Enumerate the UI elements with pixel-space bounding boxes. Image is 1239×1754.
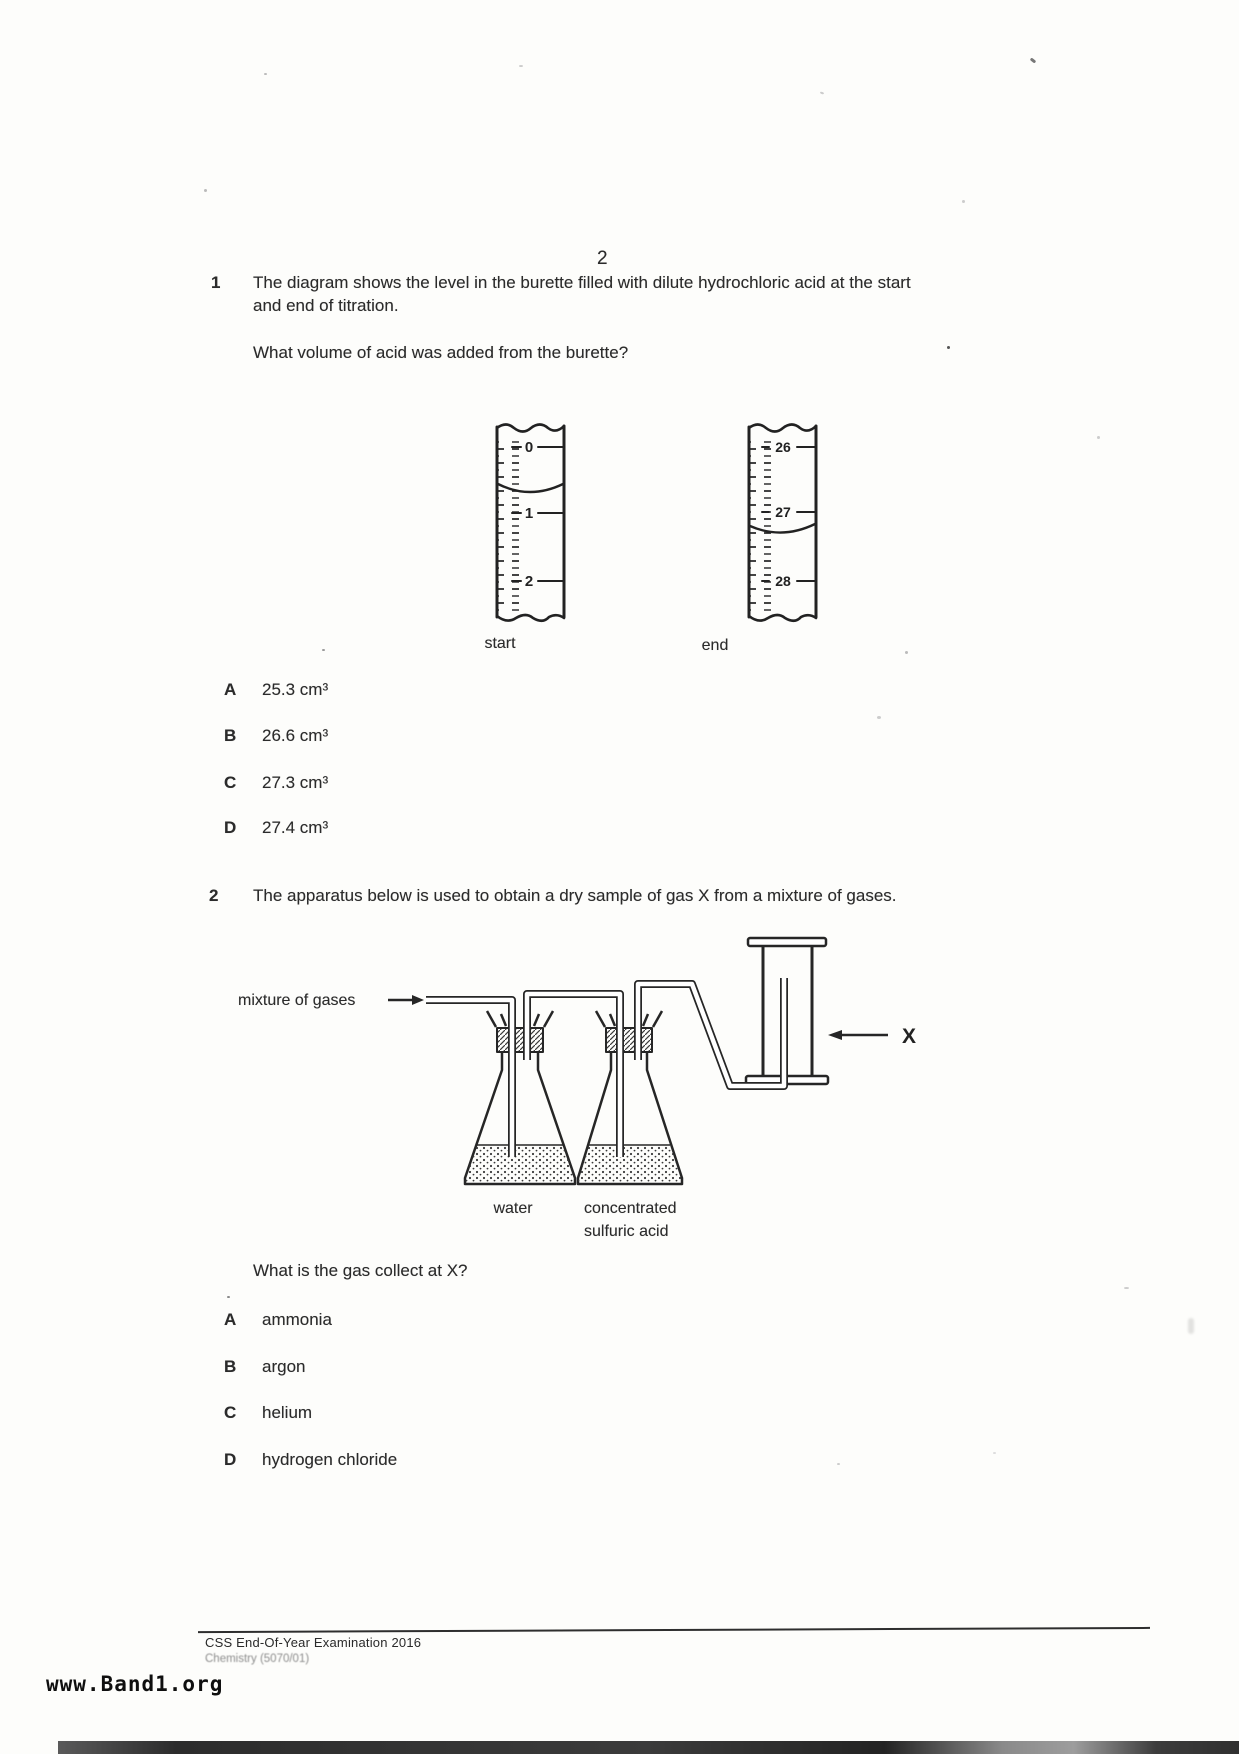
tubing xyxy=(426,978,784,1157)
q1-option-a xyxy=(224,680,328,700)
q1-prompt: What volume of acid was added from the burette? xyxy=(253,343,629,362)
option-text: 26.6 cm³ xyxy=(262,726,329,745)
footer-rule xyxy=(198,1627,1150,1633)
option-letter: C xyxy=(224,1403,237,1422)
footer-exam-title: CSS End-Of-Year Examination 2016 xyxy=(205,1635,422,1650)
inlet-label: mixture of gases xyxy=(238,992,356,1009)
collection-point-label: X xyxy=(902,1025,917,1048)
option-letter: D xyxy=(224,1450,237,1469)
option-letter: A xyxy=(224,680,237,699)
flask2-label-line2: sulfuric acid xyxy=(584,1223,669,1240)
q1-text-line2: and end of titration. xyxy=(253,296,399,315)
q2-option-c xyxy=(224,1403,312,1423)
option-text: 27.4 cm³ xyxy=(262,818,329,837)
q2-option-a xyxy=(224,1310,332,1330)
flask2-label-line1: concentrated xyxy=(584,1200,677,1217)
q2-prompt: What is the gas collect at X? xyxy=(253,1261,468,1280)
start-scale-1: 1 xyxy=(524,505,534,522)
q1-option-b xyxy=(224,726,328,746)
option-text: 25.3 cm³ xyxy=(262,680,329,699)
option-text: hydrogen chloride xyxy=(262,1450,398,1469)
q1-number: 1 xyxy=(211,273,221,292)
gas-drying-apparatus-diagram xyxy=(230,930,930,1200)
flask-sulfuric-acid xyxy=(578,1011,682,1184)
start-scale-2: 2 xyxy=(524,573,534,590)
option-letter: B xyxy=(224,1357,237,1376)
page-number: 2 xyxy=(597,248,608,269)
option-text: ammonia xyxy=(262,1310,332,1329)
option-text: helium xyxy=(262,1403,313,1422)
q1-option-d xyxy=(224,818,328,838)
burette-end-label: end xyxy=(701,637,729,654)
footer-subject-code: Chemistry (5070/01) xyxy=(205,1653,310,1665)
flask-water-liquid xyxy=(465,1145,575,1182)
option-text: 27.3 cm³ xyxy=(262,773,329,792)
q2-number: 2 xyxy=(209,886,219,905)
option-letter: D xyxy=(224,818,237,837)
end-scale-2: 28 xyxy=(775,573,791,589)
q1-option-c xyxy=(224,773,328,793)
option-text: argon xyxy=(262,1357,306,1376)
inlet-arrow-icon xyxy=(388,995,424,1005)
option-letter: A xyxy=(224,1310,237,1329)
q2-text: The apparatus below is used to obtain a dry sample of gas X from a mixture of gases. xyxy=(253,886,897,905)
burette-end-diagram xyxy=(742,418,826,625)
q1-text-line1: The diagram shows the level in the burette filled with dilute hydrochloric acid at the start xyxy=(253,273,911,292)
flask-water xyxy=(465,1011,575,1184)
q2-option-b xyxy=(224,1357,305,1377)
flask1-label: water xyxy=(493,1200,533,1217)
option-letter: C xyxy=(224,773,237,792)
q2-option-d xyxy=(224,1450,397,1470)
start-scale-0: 0 xyxy=(524,439,534,456)
flask-acid-liquid xyxy=(578,1145,682,1182)
watermark-url: www.Band1.org xyxy=(46,1672,224,1696)
burette-start-diagram xyxy=(490,418,574,625)
scanner-edge-bar xyxy=(58,1741,1239,1754)
x-arrow-icon xyxy=(828,1030,888,1040)
burette-start-label: start xyxy=(484,635,516,652)
option-letter: B xyxy=(224,726,237,745)
end-scale-0: 26 xyxy=(775,439,791,455)
end-scale-1: 27 xyxy=(775,504,791,520)
